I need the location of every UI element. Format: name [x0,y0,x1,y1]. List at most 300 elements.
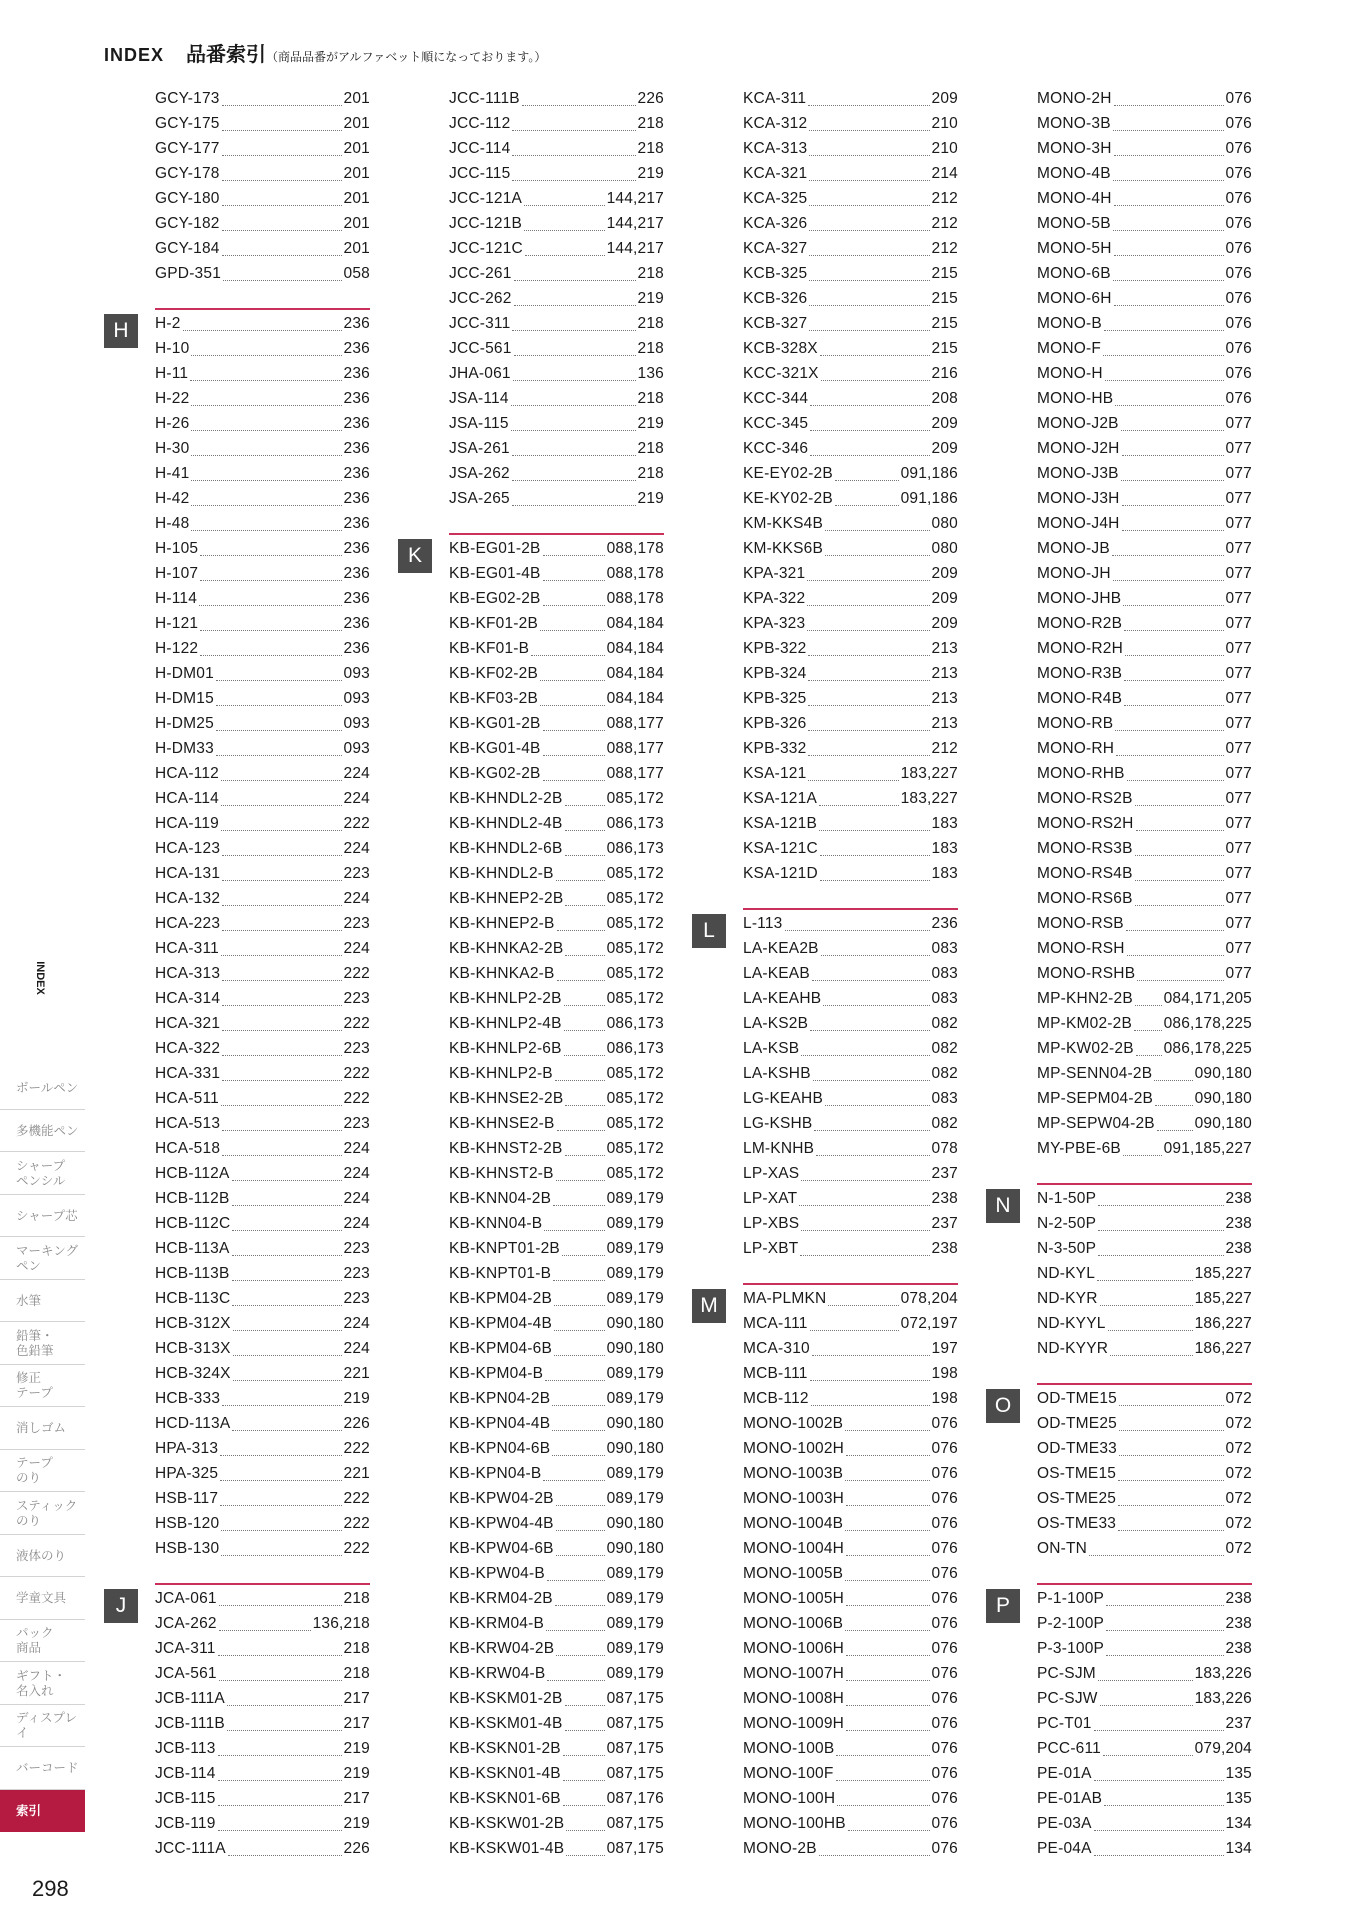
leader-dots [562,1255,605,1256]
product-code: KCB-325 [743,264,808,282]
product-code: HPA-313 [155,1439,219,1457]
leader-dots [219,1605,342,1606]
index-entry [1037,1786,1252,1811]
category-tab[interactable] [0,1535,85,1578]
leader-dots [1136,1055,1162,1056]
index-entry [1037,236,1252,261]
leader-dots [555,1605,605,1606]
index-entry [1037,761,1252,786]
index-entry [449,536,664,561]
leader-dots [565,1155,605,1156]
page-reference: 201 [343,164,370,182]
page-reference: 077 [1225,589,1252,607]
page-reference: 219 [343,1814,370,1832]
product-code: KB-KHNSE2-B [449,1114,555,1132]
page-reference: 077 [1225,789,1252,807]
product-code: JSA-265 [449,489,510,507]
product-code: KB-KSKN01-4B [449,1764,561,1782]
index-entry [743,336,958,361]
leader-dots [845,1430,929,1431]
leader-dots [563,1755,605,1756]
page-reference: 077 [1225,889,1252,907]
index-entry [155,711,370,736]
leader-dots [227,1730,342,1731]
leader-dots [557,1130,605,1131]
page-reference: 087,176 [606,1789,664,1807]
product-code: MONO-RSB [1037,914,1124,932]
index-entry [155,836,370,861]
leader-dots [222,130,342,131]
index-entry [155,1186,370,1211]
index-entry [1037,436,1252,461]
leader-dots [1123,605,1223,606]
leader-dots [835,505,899,506]
product-code: HSB-117 [155,1489,219,1507]
product-code: MCA-310 [743,1339,810,1357]
product-code: KM-KKS6B [743,539,823,557]
product-code: HCB-312X [155,1314,231,1332]
leader-dots [554,1330,605,1331]
page-reference: 076 [931,1689,958,1707]
page-reference: 219 [343,1739,370,1757]
leader-dots [1119,1455,1224,1456]
leader-dots [825,530,930,531]
section-gap [743,886,958,911]
index-entry [1037,961,1252,986]
page-reference: 072 [1225,1489,1252,1507]
product-code: KB-EG02-2B [449,589,541,607]
category-tab[interactable] [0,1790,85,1833]
index-entry [1037,736,1252,761]
index-entry [1037,511,1252,536]
leader-dots [554,1305,605,1306]
index-entry [1037,1486,1252,1511]
product-code: P-3-100P [1037,1639,1105,1657]
page-reference: 219 [637,489,664,507]
page-reference: 077 [1225,664,1252,682]
leader-dots [813,1080,930,1081]
product-code: HCB-112A [155,1164,230,1182]
category-tab-label: シャープ ペンシル [16,1157,66,1188]
product-code: KB-KSKW01-4B [449,1839,565,1857]
page-reference: 238 [931,1239,958,1257]
page-reference: 084,184 [606,664,664,682]
product-code: MONO-3B [1037,114,1111,132]
leader-dots [1126,930,1224,931]
index-entry [743,1636,958,1661]
leader-dots [191,480,341,481]
product-code: HCB-113C [155,1289,231,1307]
leader-dots [846,1555,929,1556]
product-code: KPB-324 [743,664,807,682]
index-entry [155,1461,370,1486]
leader-dots [565,830,605,831]
index-entry [1037,1011,1252,1036]
leader-dots [1124,680,1223,681]
index-entry [155,1611,370,1636]
index-entry [1037,1086,1252,1111]
page-reference: 072 [1225,1439,1252,1457]
page-reference: 218 [637,439,664,457]
product-code: H-22 [155,389,190,407]
product-code: JSA-114 [449,389,509,407]
leader-dots [556,1180,605,1181]
leader-dots [556,1530,605,1531]
index-entry [1037,386,1252,411]
page-reference: 076 [931,1589,958,1607]
product-code: H-107 [155,564,199,582]
index-entry [155,686,370,711]
product-code: KB-KNN04-2B [449,1189,552,1207]
leader-dots [785,930,930,931]
product-code: HSB-130 [155,1539,220,1557]
category-tab[interactable] [0,1322,85,1365]
page-reference: 238 [1225,1189,1252,1207]
page-reference: 218 [637,464,664,482]
product-code: HCB-112C [155,1214,231,1232]
page-reference: 236 [343,614,370,632]
page-reference: 222 [343,1439,370,1457]
category-tab[interactable] [0,1110,85,1153]
product-code: JSA-261 [449,439,510,457]
product-code: KB-KG01-4B [449,739,541,757]
product-code: MONO-R2H [1037,639,1123,657]
category-tab[interactable] [0,1407,85,1450]
leader-dots [836,1780,930,1781]
category-tab[interactable] [0,1365,85,1408]
page-reference: 209 [931,564,958,582]
page-reference: 076 [931,1714,958,1732]
index-entry [449,1736,664,1761]
index-entry [743,761,958,786]
page-reference: 083 [931,1089,958,1107]
page-reference: 222 [343,1064,370,1082]
page-reference: 085,172 [606,1114,664,1132]
leader-dots [556,1655,604,1656]
leader-dots [837,1805,929,1806]
page-reference: 213 [931,639,958,657]
leader-dots [218,1755,342,1756]
product-code: ND-KYL [1037,1264,1096,1282]
product-code: LA-KEA2B [743,939,819,957]
page-reference: 089,179 [606,1589,664,1607]
category-tab[interactable] [0,1195,85,1238]
leader-dots [1115,730,1223,731]
page-reference: 087,175 [606,1839,664,1857]
page-reference: 090,180 [606,1339,664,1357]
category-tab[interactable] [0,1067,85,1110]
leader-dots [809,255,929,256]
category-tab[interactable] [0,1747,85,1790]
product-code: KB-KHNEP2-B [449,914,555,932]
page-reference: 085,172 [606,1139,664,1157]
leader-dots [1094,1730,1224,1731]
category-tab-label: シャープ芯 [16,1207,78,1223]
leader-dots [1098,1230,1223,1231]
product-code: H-DM33 [155,739,214,757]
page-reference: 085,172 [606,889,664,907]
page-reference: 087,175 [606,1764,664,1782]
page-reference: 208 [931,389,958,407]
leader-dots [222,930,341,931]
page-reference: 213 [931,689,958,707]
page-reference: 089,179 [606,1489,664,1507]
index-entry [155,436,370,461]
leader-dots [232,1305,341,1306]
product-code: MONO-J4H [1037,514,1120,532]
index-entry [449,161,664,186]
leader-dots [810,405,929,406]
header-index-label: INDEX [104,45,165,65]
leader-dots [220,1505,341,1506]
product-code: KB-KHNDL2-6B [449,839,563,857]
page-reference: 086,173 [606,1014,664,1032]
page-reference: 082 [931,1114,958,1132]
product-code: KSA-121A [743,789,817,807]
product-code: KB-KNN04-B [449,1214,543,1232]
category-tab[interactable] [0,1620,85,1663]
page-reference: 224 [343,789,370,807]
product-code: KCB-326 [743,289,808,307]
leader-dots [222,905,341,906]
page-reference: 077 [1225,639,1252,657]
leader-dots [232,1255,342,1256]
leader-dots [556,1505,605,1506]
page-reference: 085,172 [606,989,664,1007]
product-code: MONO-5B [1037,214,1111,232]
index-entry [1037,811,1252,836]
leader-dots [563,1780,605,1781]
page-reference: 135 [1225,1789,1252,1807]
product-code: GCY-178 [155,164,220,182]
page-reference: 090,180 [1194,1114,1252,1132]
page-reference: 077 [1225,964,1252,982]
product-code: KB-KF02-2B [449,664,539,682]
page-reference: 185,227 [1194,1264,1252,1282]
index-entry [743,511,958,536]
index-entry [1037,686,1252,711]
page-reference: 212 [931,739,958,757]
page-reference: 085,172 [606,1164,664,1182]
index-entry [743,1511,958,1536]
leader-dots [565,1105,604,1106]
leader-dots [1125,655,1224,656]
index-entry [1037,911,1252,936]
product-code: P-1-100P [1037,1589,1105,1607]
leader-dots [543,755,605,756]
category-tab[interactable] [0,1492,85,1535]
product-code: HCB-112B [155,1189,230,1207]
leader-dots [190,380,341,381]
page-reference: 076 [931,1614,958,1632]
product-code: JCA-311 [155,1639,216,1657]
product-code: H-42 [155,489,190,507]
leader-dots [1135,905,1224,906]
product-code: H-10 [155,339,190,357]
index-entry [449,786,664,811]
leader-dots [1098,1255,1223,1256]
product-code: JCC-114 [449,139,511,157]
page-reference: 236 [343,464,370,482]
product-code: KCC-344 [743,389,809,407]
index-entry [155,161,370,186]
category-tab[interactable] [0,1152,85,1195]
category-tab-label: 学童文具 [16,1590,67,1606]
page-reference: 238 [1225,1639,1252,1657]
product-code: HCB-333 [155,1389,221,1407]
product-code: KCA-321 [743,164,808,182]
page-reference: 226 [343,1839,370,1857]
index-entry [1037,936,1252,961]
index-entry [155,761,370,786]
product-code: KB-KPW04-4B [449,1514,554,1532]
product-code: MY-PBE-6B [1037,1139,1121,1157]
page-reference: 186,227 [1194,1339,1252,1357]
product-code: MONO-RS2B [1037,789,1133,807]
product-code: KPB-325 [743,689,807,707]
leader-dots [1113,580,1224,581]
leader-dots [222,255,342,256]
page-reference: 144,217 [606,189,664,207]
page-reference: 072 [1225,1414,1252,1432]
index-entry [155,1011,370,1036]
product-code: MONO-6B [1037,264,1111,282]
page-reference: 087,175 [606,1689,664,1707]
page-reference: 090,180 [606,1539,664,1557]
leader-dots [846,1455,929,1456]
page-reference: 076 [931,1489,958,1507]
index-column-4 [1037,86,1252,1861]
product-code: MP-SEPM04-2B [1037,1089,1154,1107]
page-reference: 076 [1225,389,1252,407]
product-code: MA-PLMKN [743,1289,827,1307]
page-reference: 236 [343,639,370,657]
section-gap [155,1561,370,1586]
product-code: HCA-223 [155,914,221,932]
index-entry [155,1686,370,1711]
index-entry [743,711,958,736]
index-entry [155,1111,370,1136]
product-code: JCA-262 [155,1614,217,1632]
leader-dots [216,730,342,731]
page-reference: 088,178 [606,564,664,582]
index-entry [155,411,370,436]
page-reference: 224 [343,939,370,957]
leader-dots [565,805,605,806]
product-code: HCA-518 [155,1139,221,1157]
index-entry [743,361,958,386]
index-entry [743,1611,958,1636]
category-tab[interactable] [0,1577,85,1620]
leader-dots [1123,1155,1162,1156]
header-note: （商品品番がアルファベット順になっております。） [266,50,547,64]
product-code: JCC-261 [449,264,512,282]
leader-dots [222,1080,341,1081]
index-entry [155,1386,370,1411]
index-entry [155,1211,370,1236]
category-tab[interactable] [0,1237,85,1280]
leader-dots [565,855,605,856]
leader-dots [543,780,605,781]
index-entry [449,1761,664,1786]
product-code: KB-KHNLP2-6B [449,1039,562,1057]
product-code: KE-EY02-2B [743,464,833,482]
product-code: KB-KPN04-B [449,1464,542,1482]
category-tab[interactable] [0,1280,85,1323]
leader-dots [512,130,635,131]
page-reference: 218 [343,1639,370,1657]
leader-dots [540,705,605,706]
index-entry [449,1186,664,1211]
product-code: KB-EG01-4B [449,564,541,582]
product-code: KB-KG01-2B [449,714,541,732]
index-entry [743,586,958,611]
category-tab[interactable] [0,1705,85,1748]
page-reference: 201 [343,214,370,232]
page-reference: 183,226 [1194,1664,1252,1682]
leader-dots [1135,805,1224,806]
product-code: HCB-113A [155,1239,230,1257]
page-reference: 236 [343,514,370,532]
index-entry [155,336,370,361]
section-badge-l: L [692,914,726,948]
index-entry [449,386,664,411]
product-code: KB-EG01-2B [449,539,541,557]
product-code: MONO-6H [1037,289,1112,307]
page-reference: 076 [1225,164,1252,182]
index-entry [1037,1736,1252,1761]
product-code: LP-XBT [743,1239,799,1257]
leader-dots [807,605,929,606]
index-entry [1037,186,1252,211]
section-gap [743,1261,958,1286]
product-code: MONO-RHB [1037,764,1125,782]
product-code: KCC-346 [743,439,809,457]
category-tab[interactable] [0,1662,85,1705]
index-entry [1037,886,1252,911]
page-reference: 183,227 [900,789,958,807]
leader-dots [845,1630,929,1631]
index-entry [155,1436,370,1461]
leader-dots [514,280,636,281]
index-entry [1037,111,1252,136]
product-code: MONO-1003H [743,1489,845,1507]
page-reference: 215 [931,339,958,357]
page-reference: 077 [1225,689,1252,707]
category-tab[interactable] [0,1450,85,1493]
product-code: KB-KF03-2B [449,689,539,707]
index-entry [743,686,958,711]
product-code: KB-KHNSE2-2B [449,1089,564,1107]
page-reference: 238 [1225,1239,1252,1257]
leader-dots [1105,380,1224,381]
index-entry [743,736,958,761]
page-number: 298 [32,1876,69,1901]
product-code: KB-KF01-2B [449,614,539,632]
index-entry [155,1361,370,1386]
product-code: JCB-111A [155,1689,225,1707]
section-badge-k: K [398,539,432,573]
page-reference: 209 [931,439,958,457]
product-code: HCB-113B [155,1264,230,1282]
page-reference: 236 [343,389,370,407]
page-reference: 144,217 [606,214,664,232]
index-entry [155,586,370,611]
page-reference: 089,179 [606,1564,664,1582]
page-reference: 236 [343,564,370,582]
index-entry [743,611,958,636]
index-entry [449,436,664,461]
